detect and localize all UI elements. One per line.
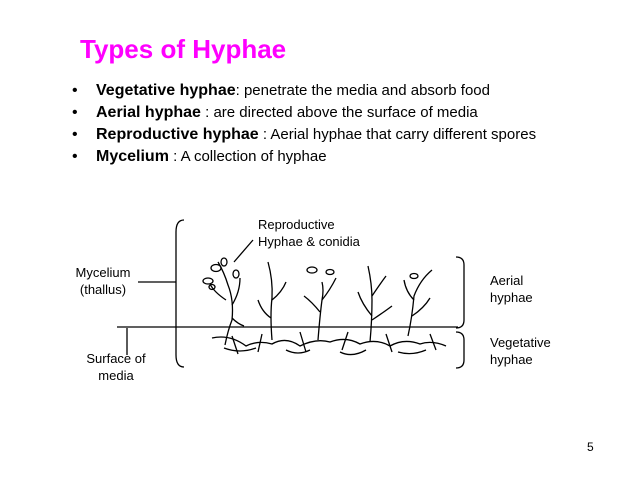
bullet-dot: •	[72, 126, 78, 143]
bullet-desc: : are directed above the surface of media	[200, 104, 478, 121]
hypha-4-branch	[358, 292, 372, 316]
hypha-5-branch	[412, 298, 430, 316]
hypha-2	[268, 262, 272, 340]
bullet-desc: : A collection of hyphae	[168, 148, 327, 165]
vegetative-label-line: Vegetative	[490, 335, 551, 350]
conidium	[307, 267, 317, 273]
vegetative-bracket	[456, 332, 464, 368]
reproductive-pointer	[234, 240, 253, 262]
reproductive-label-line: Reproductive	[258, 217, 335, 232]
vegetative-hyphae	[212, 337, 446, 346]
conidium	[221, 258, 227, 266]
bullet-dot: •	[72, 148, 78, 165]
reproductive-label	[258, 216, 360, 250]
hypha-4-branch	[372, 276, 386, 296]
mycelium-label-line: Mycelium	[75, 265, 131, 280]
hypha-4-branch	[372, 306, 392, 320]
bullet-dot: •	[72, 104, 78, 121]
aerial-bracket	[456, 257, 464, 328]
bullet-term: Vegetative hyphae	[96, 82, 236, 99]
mycelium-label-line: (thallus)	[79, 282, 127, 297]
aerial-label	[490, 272, 533, 306]
conidium	[211, 265, 221, 272]
hypha-3-branch	[322, 278, 336, 300]
vegetative-hyphae	[224, 348, 426, 355]
hypha-1	[218, 262, 233, 345]
conidium	[410, 274, 418, 279]
hypha-2-branch	[272, 282, 286, 300]
hypha-4	[368, 266, 372, 342]
vegetative-label-line: hyphae	[490, 352, 533, 367]
hypha-5	[408, 270, 432, 336]
slide-title: Types of Hyphae	[80, 34, 287, 64]
bullet-term: Aerial hyphae	[96, 104, 201, 121]
reproductive-label-line: Hyphae & conidia	[258, 234, 360, 249]
hypha-1-branch	[210, 284, 226, 300]
hypha-3-branch	[304, 296, 320, 312]
hypha-5-branch	[404, 280, 414, 300]
page-number: 5	[587, 440, 594, 454]
conidium	[233, 270, 239, 278]
aerial-label-line: Aerial	[490, 273, 524, 288]
bullet-desc: : Aerial hyphae that carry different spores	[258, 126, 537, 143]
hypha-2-branch	[258, 300, 271, 318]
conidium	[326, 270, 334, 275]
bullet-desc: : penetrate the media and absorb food	[235, 82, 490, 99]
bullet-term: Reproductive hyphae	[96, 126, 259, 143]
bullet-term: Mycelium	[96, 148, 169, 165]
surface-label-line: media	[98, 368, 134, 383]
conidium	[203, 278, 213, 284]
bullet-dot: •	[72, 82, 78, 99]
mycelium-label	[66, 264, 140, 298]
surface-label-line: Surface of	[86, 351, 146, 366]
aerial-label-line: hyphae	[490, 290, 533, 305]
hypha-1-branch	[232, 278, 240, 305]
vegetative-label	[490, 334, 551, 368]
mycelium-bracket	[176, 220, 184, 367]
surface-label	[76, 350, 156, 384]
hypha-1-branch	[232, 318, 244, 326]
